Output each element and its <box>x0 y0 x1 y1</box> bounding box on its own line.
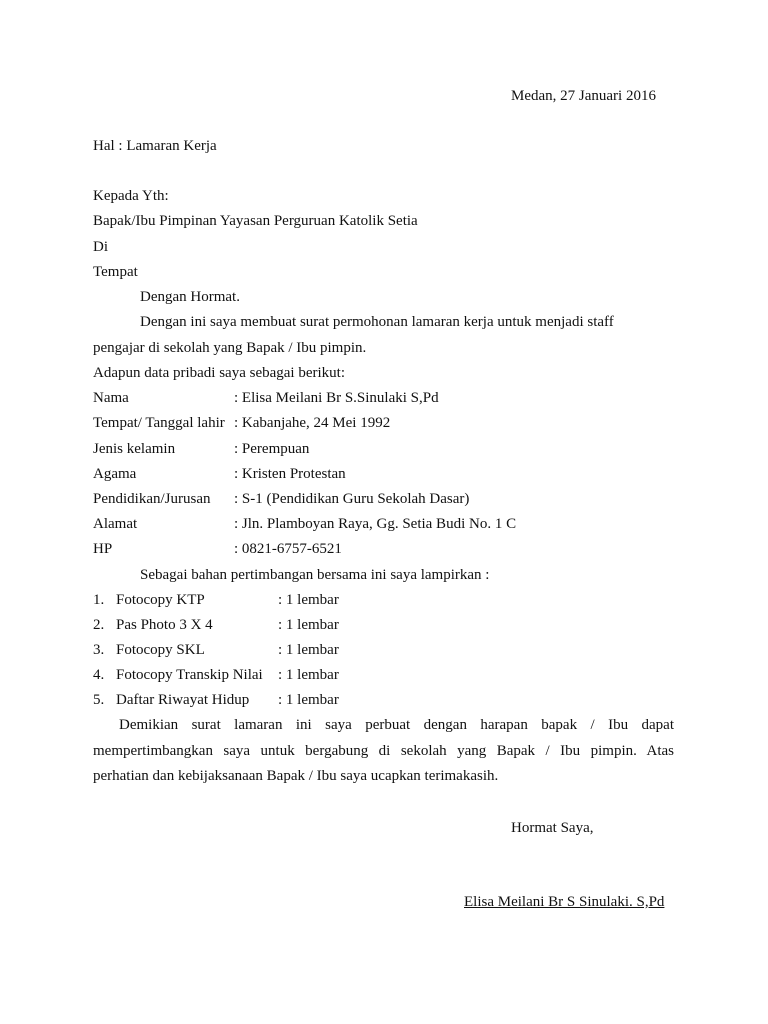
salutation: Dengan Hormat. <box>140 289 240 305</box>
recipient-tempat: Tempat <box>93 264 138 280</box>
attachment-quantity: : 1 lembar <box>278 617 339 633</box>
field-value: : 0821-6757-6521 <box>234 541 342 557</box>
attachment-name: Daftar Riwayat Hidup <box>116 692 250 708</box>
attachment-intro: Sebagai bahan pertimbangan bersama ini saya lampirkan : <box>140 567 490 583</box>
field-label: Nama <box>93 390 129 406</box>
attachment-number: 2. <box>93 617 105 633</box>
attachment-name: Fotocopy KTP <box>116 592 205 608</box>
recipient-greeting: Kepada Yth: <box>93 188 169 204</box>
field-label: HP <box>93 541 113 557</box>
attachment-name: Pas Photo 3 X 4 <box>116 617 213 633</box>
attachment-name: Fotocopy SKL <box>116 642 205 658</box>
signature-name: Elisa Meilani Br S Sinulaki. S,Pd <box>464 894 665 910</box>
field-value: : S-1 (Pendidikan Guru Sekolah Dasar) <box>234 491 470 507</box>
attachment-number: 4. <box>93 667 105 683</box>
attachment-number: 1. <box>93 592 105 608</box>
attachment-number: 5. <box>93 692 105 708</box>
intro-paragraph-line-1: Dengan ini saya membuat surat permohonan lamaran kerja untuk menjadi staff <box>140 314 614 330</box>
attachment-quantity: : 1 lembar <box>278 642 339 658</box>
field-label: Pendidikan/Jurusan <box>93 491 211 507</box>
intro-paragraph-line-2: pengajar di sekolah yang Bapak / Ibu pimpin. <box>93 340 367 356</box>
personal-data-intro: Adapun data pribadi saya sebagai berikut: <box>93 365 345 381</box>
closing-paragraph-line-3: perhatian dan kebijaksanaan Bapak / Ibu saya ucapkan terimakasih. <box>93 768 499 784</box>
field-value: : Jln. Plamboyan Raya, Gg. Setia Budi No. 1 C <box>234 516 517 532</box>
closing-paragraph-line-1: Demikian surat lamaran ini saya perbuat dengan harapan bapak / Ibu dapat <box>119 717 674 733</box>
attachment-quantity: : 1 lembar <box>278 592 339 608</box>
field-label: Agama <box>93 466 137 482</box>
field-value: : Kabanjahe, 24 Mei 1992 <box>234 415 391 431</box>
attachment-name: Fotocopy Transkip Nilai <box>116 667 263 683</box>
letter-subject: Hal : Lamaran Kerja <box>93 138 217 154</box>
closing-paragraph-line-2: mempertimbangkan saya untuk bergabung di sekolah yang Bapak / Ibu pimpin. Atas <box>93 743 674 759</box>
recipient-di: Di <box>93 239 108 255</box>
attachment-quantity: : 1 lembar <box>278 667 339 683</box>
letter-date: Medan, 27 Januari 2016 <box>511 88 656 104</box>
field-label: Tempat/ Tanggal lahir <box>93 415 225 431</box>
attachment-quantity: : 1 lembar <box>278 692 339 708</box>
recipient-name: Bapak/Ibu Pimpinan Yayasan Perguruan Katolik Setia <box>93 213 418 229</box>
field-value: : Perempuan <box>234 441 310 457</box>
field-label: Alamat <box>93 516 138 532</box>
closing-greeting: Hormat Saya, <box>511 820 594 836</box>
attachment-number: 3. <box>93 642 105 658</box>
field-label: Jenis kelamin <box>93 441 176 457</box>
field-value: : Elisa Meilani Br S.Sinulaki S,Pd <box>234 390 439 406</box>
field-value: : Kristen Protestan <box>234 466 346 482</box>
